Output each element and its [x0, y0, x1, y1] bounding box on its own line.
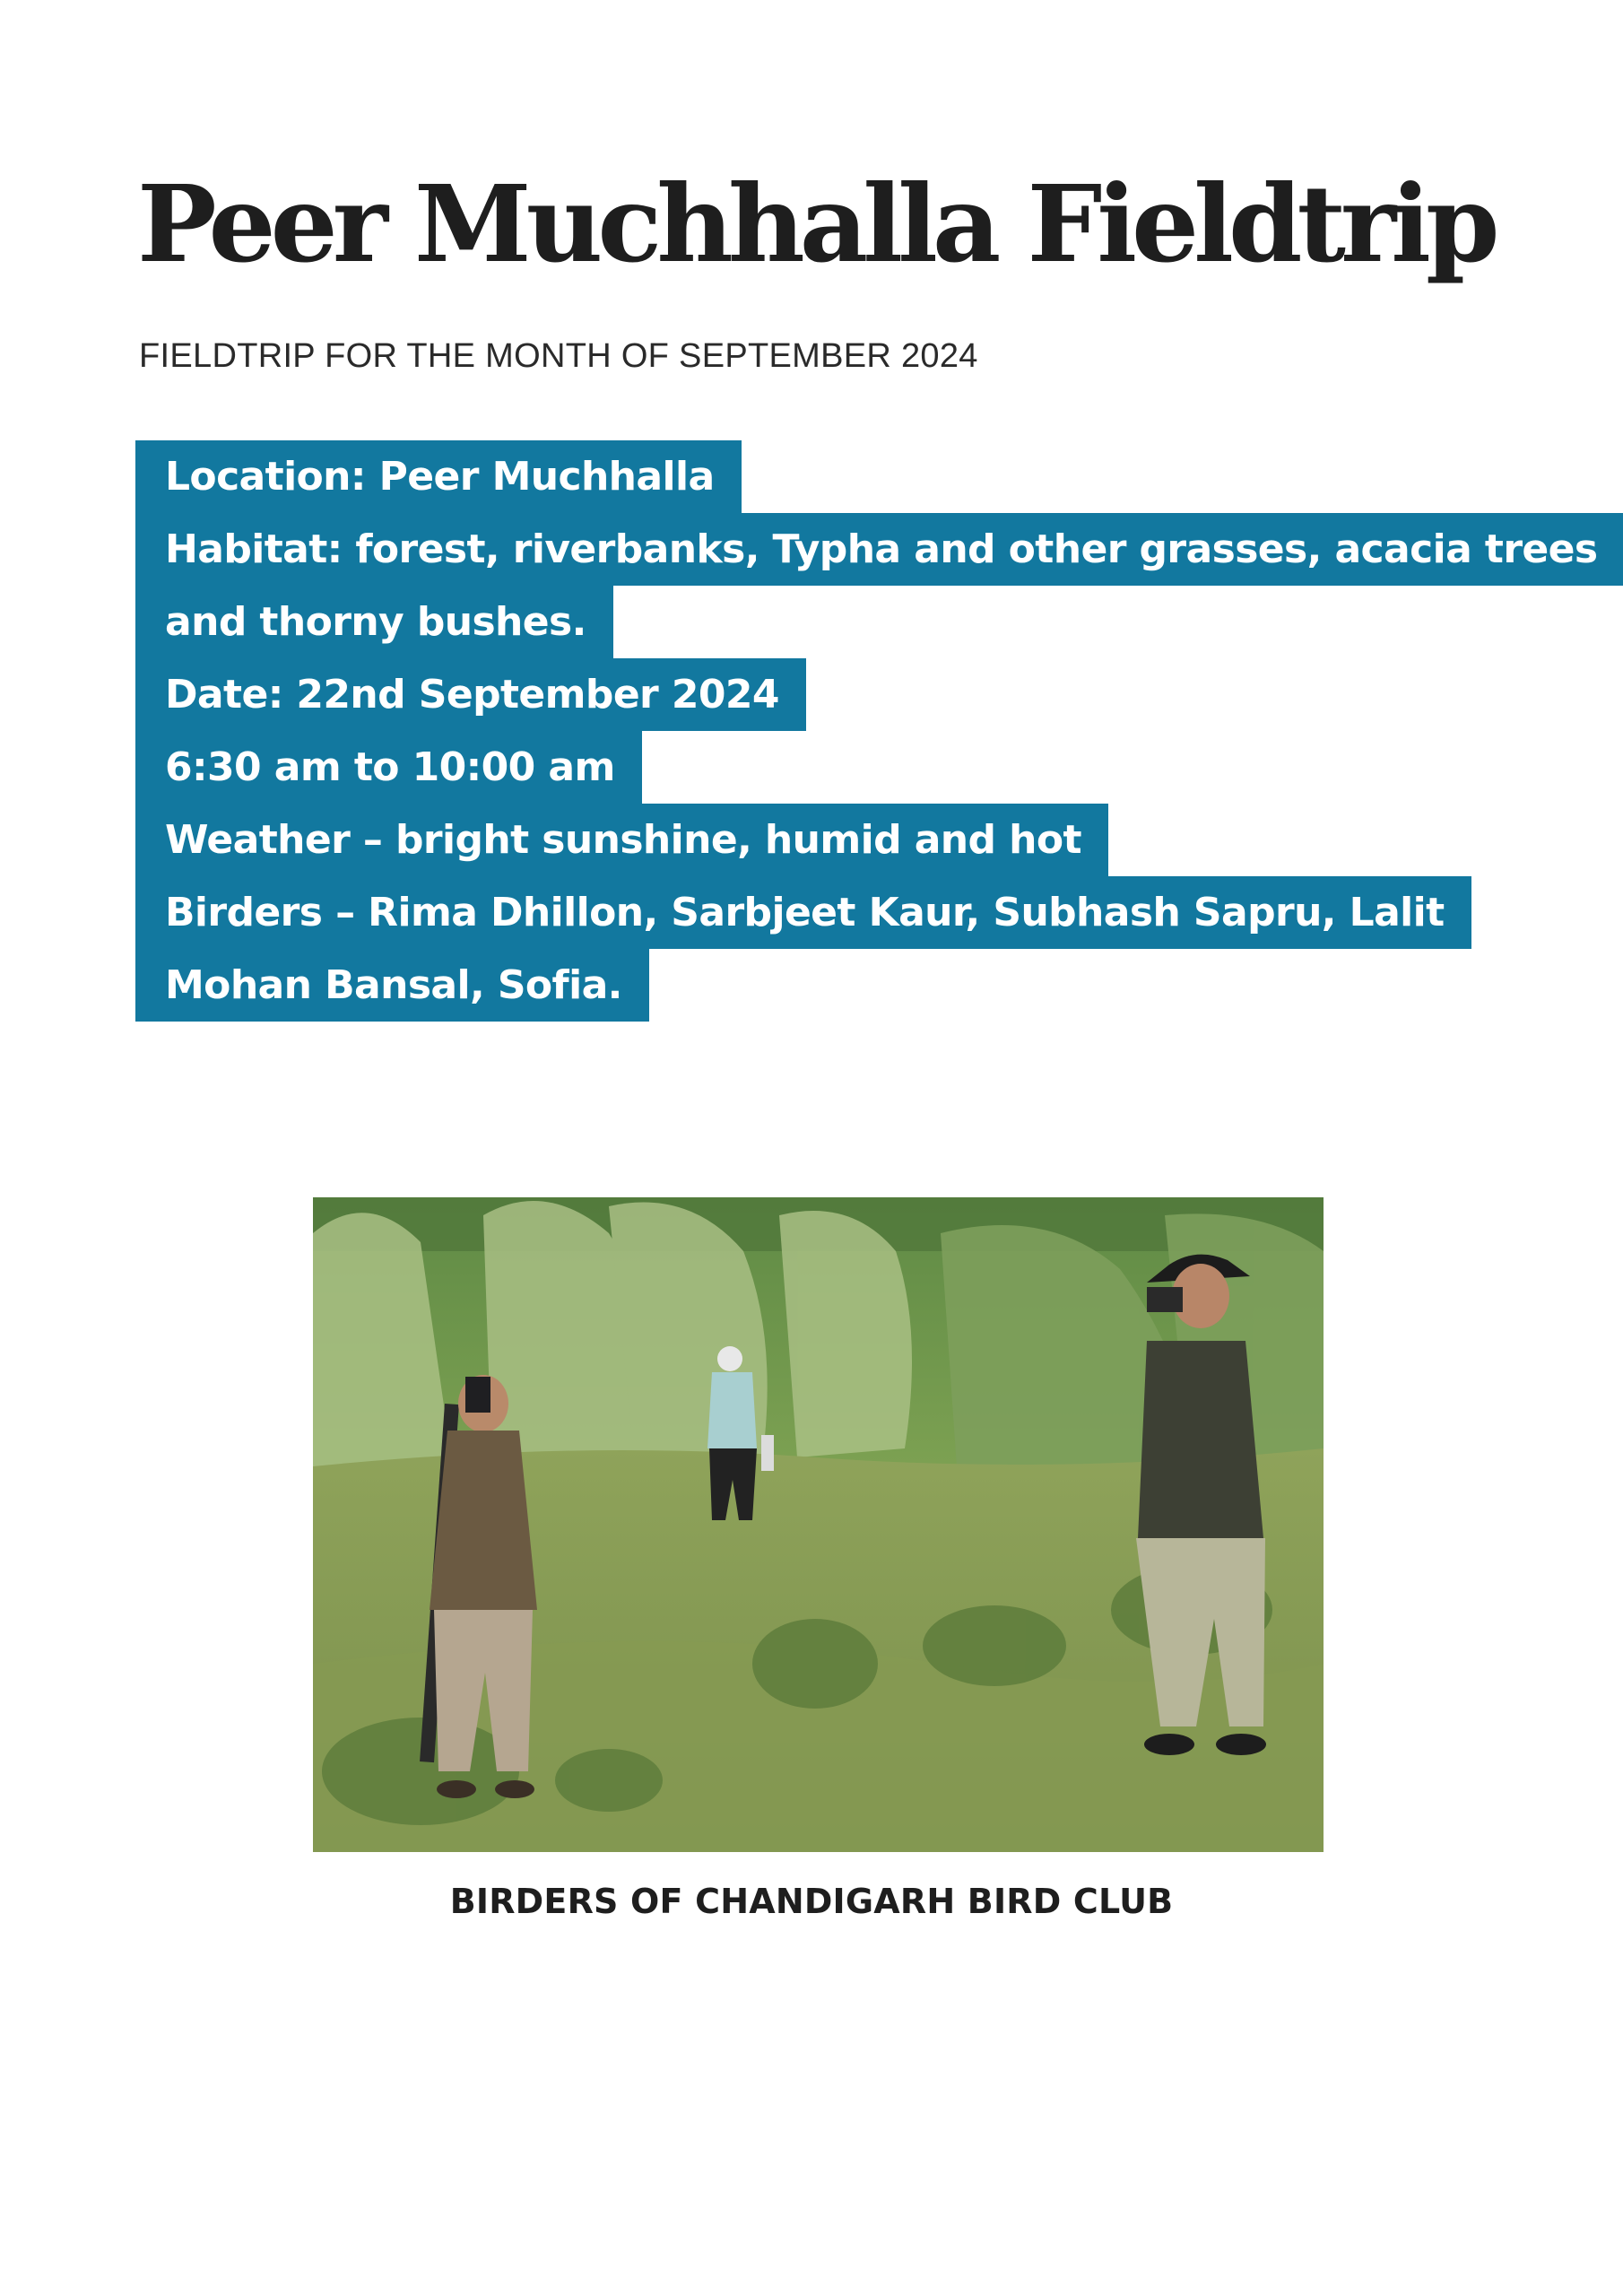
photo-caption: BIRDERS OF CHANDIGARH BIRD CLUB [449, 1882, 1174, 1921]
detail-location: Location: Peer Muchhalla [135, 440, 742, 513]
detail-birders: Birders – Rima Dhillon, Sarbjeet Kaur, Subhash Sapru, Lalit [135, 876, 1471, 949]
detail-habitat: Habitat: forest, riverbanks, Typha and other grasses, acacia trees [135, 513, 1623, 586]
field-photo [313, 1197, 1324, 1852]
detail-time: 6:30 am to 10:00 am [135, 731, 642, 804]
detail-habitat-continued: and thorny bushes. [135, 586, 613, 658]
field-photo-illustration [313, 1197, 1324, 1852]
page-title: Peer Muchhalla Fieldtrip [137, 161, 1495, 286]
trip-details [135, 440, 1598, 1022]
page-subtitle: FIELDTRIP FOR THE MONTH OF SEPTEMBER 2024 [139, 337, 978, 375]
detail-birders-continued: Mohan Bansal, Sofia. [135, 949, 649, 1022]
detail-weather: Weather – bright sunshine, humid and hot [135, 804, 1108, 876]
detail-date: Date: 22nd September 2024 [135, 658, 806, 731]
